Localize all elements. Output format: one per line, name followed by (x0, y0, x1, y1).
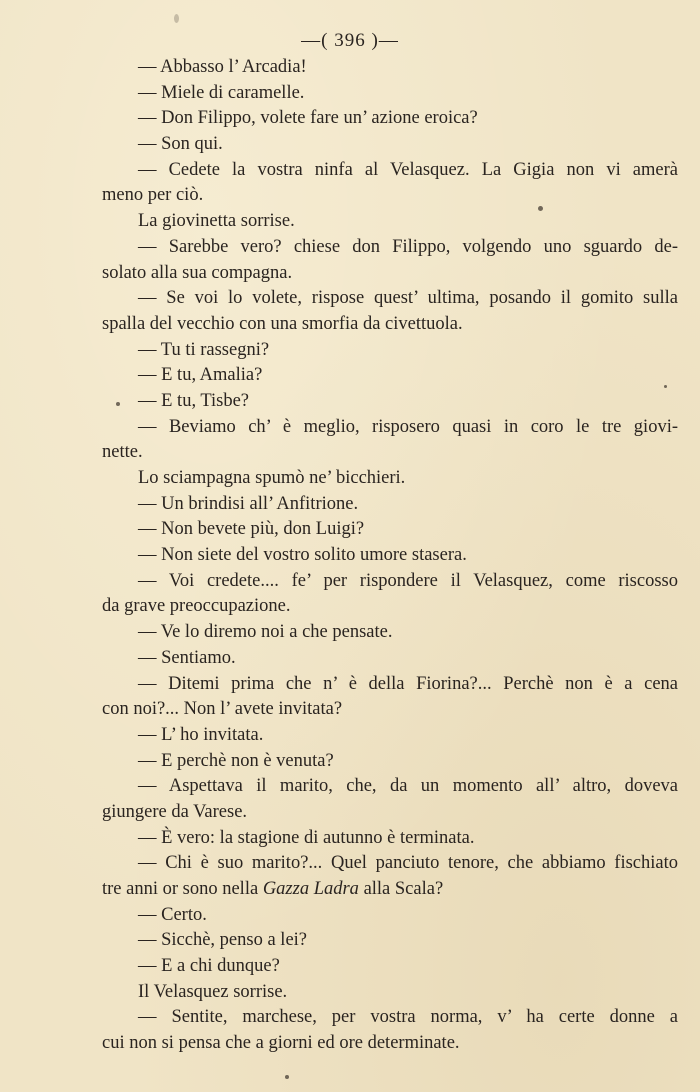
text-line: — E tu, Tisbe? (138, 390, 250, 411)
text-segment: alla Scala? (358, 879, 444, 899)
text-line: — Voi credete.... fe’ per rispondere il Velasquez, come riscosso (138, 570, 678, 591)
text-line: nette. (102, 442, 143, 463)
text-line: La giovinetta sorrise. (138, 211, 295, 232)
text-line: con noi?... Non l’ avete invitata? (102, 699, 343, 720)
italic-title: Gazza Ladra (262, 879, 359, 899)
text-line: — Sarebbe vero? chiese don Filippo, volgendo uno sguardo de- (138, 236, 678, 257)
text-line: meno per ciò. (102, 185, 204, 206)
text-line: — Certo. (138, 904, 207, 925)
text-line: spalla del vecchio con una smorfia da civettuola. (102, 313, 463, 334)
text-line: — Aspettava il marito, che, da un momento all’ altro, doveva (138, 776, 678, 797)
print-speck (538, 206, 543, 211)
text-line: Lo sciampagna spumò ne’ bicchieri. (138, 468, 406, 488)
text-line: — Son qui. (138, 134, 223, 155)
text-line: — Un brindisi all’ Anfitrione. (138, 493, 359, 514)
print-speck (285, 1075, 289, 1079)
text-line: — Tu ti rassegni? (138, 339, 270, 360)
text-line: — Sentiamo. (138, 647, 236, 668)
print-speck (664, 385, 667, 388)
text-line: solato alla sua compagna. (102, 262, 293, 283)
text-line: — Miele di caramelle. (138, 82, 305, 103)
text-line: — Non siete del vostro solito umore stasera. (138, 545, 467, 566)
text-line: — E tu, Amalia? (138, 365, 263, 386)
text-line: — Abbasso l’ Arcadia! (138, 57, 307, 77)
text-line: — E a chi dunque? (138, 956, 280, 977)
print-speck (116, 402, 120, 406)
text-line (102, 877, 678, 903)
text-line: — Don Filippo, volete fare un’ azione eroica? (138, 108, 478, 129)
text-line: — Ve lo diremo noi a che pensate. (138, 622, 393, 643)
text-line: — Non bevete più, don Luigi? (138, 519, 365, 540)
text-line: — Sicchè, penso a lei? (138, 930, 308, 951)
page-number: —( 396 )— (301, 30, 399, 51)
text-line: — E perchè non è venuta? (138, 750, 334, 771)
print-speck (174, 14, 179, 23)
text-line: cui non si pensa che a giorni ed ore determinate. (102, 1033, 460, 1054)
text-line: — Chi è suo marito?... Quel panciuto tenore, che abbiamo fischiato (138, 853, 678, 874)
text-line: da grave preoccupazione. (102, 596, 291, 617)
text-line: — Cedete la vostra ninfa al Velasquez. La Gigia non vi amerà (138, 159, 678, 180)
text-line: — L’ ho invitata. (138, 724, 264, 745)
text-line: — Se voi lo volete, rispose quest’ ultima, posando il gomito sulla (138, 288, 678, 309)
text-line: — Sentite, marchese, per vostra norma, v’ ha certe donne a (138, 1007, 678, 1028)
text-line: — Ditemi prima che n’ è della Fiorina?... Perchè non è a cena (138, 673, 678, 694)
text-segment: tre anni or sono nella (102, 879, 263, 899)
body-text (102, 55, 678, 1057)
text-line: — Beviamo ch’ è meglio, risposero quasi in coro le tre giovi- (138, 416, 678, 437)
text-line: Il Velasquez sorrise. (138, 981, 288, 1002)
text-line: giungere da Varese. (102, 801, 248, 822)
text-line: — È vero: la stagione di autunno è terminata. (138, 827, 475, 848)
